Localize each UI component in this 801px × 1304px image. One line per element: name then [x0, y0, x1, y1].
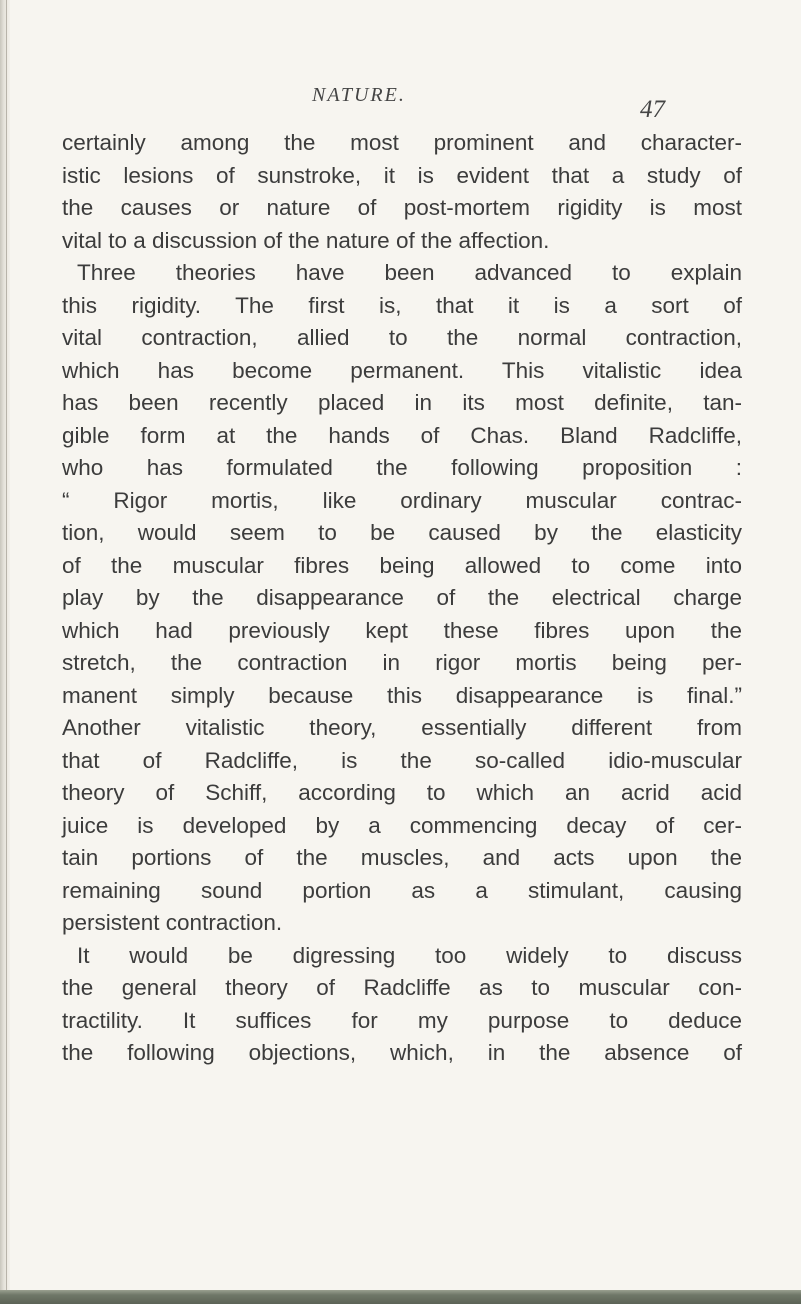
text-line-19: Another vitalistic theory, essentially different from [62, 715, 742, 740]
text-line-27: the general theory of Radcliffe as to muscular con- [62, 975, 742, 1000]
text-line-4: vital to a discussion of the nature of the affection. [62, 227, 550, 253]
text-line-17: stretch, the contraction in rigor mortis being per- [62, 650, 742, 675]
page-number: 47 [640, 96, 665, 123]
body-text [62, 127, 742, 1070]
text-line-12: “ Rigor mortis, like ordinary muscular contrac- [62, 487, 742, 513]
text-line-15: play by the disappearance of the electrical charge [62, 585, 742, 610]
text-line-11: who has formulated the following proposition : [62, 455, 742, 480]
text-line-3: the causes or nature of post-mortem rigidity is most [62, 195, 742, 220]
text-line-10: gible form at the hands of Chas. Bland Radcliffe, [62, 422, 742, 448]
text-line-26: It would be digressing too widely to discuss [77, 942, 742, 968]
text-line-13: tion, would seem to be caused by the elasticity [62, 520, 742, 545]
text-line-24: remaining sound portion as a stimulant, causing [62, 877, 742, 903]
scan-bottom-edge [0, 1290, 801, 1304]
text-line-6: this rigidity. The first is, that it is a sort of [62, 292, 742, 318]
text-line-7: vital contraction, allied to the normal contraction, [62, 325, 742, 350]
text-line-28: tractility. It suffices for my purpose to deduce [62, 1007, 742, 1033]
text-line-20: that of Radcliffe, is the so-called idio-muscular [62, 747, 742, 773]
page-edge-line [6, 0, 7, 1304]
text-line-8: which has become permanent. This vitalistic idea [62, 357, 742, 383]
text-line-23: tain portions of the muscles, and acts upon the [62, 845, 742, 870]
text-line-2: istic lesions of sunstroke, it is evident that a study of [62, 162, 742, 188]
text-line-14: of the muscular fibres being allowed to come into [62, 552, 742, 578]
page-binding-shadow [0, 0, 10, 1304]
text-line-25: persistent contraction. [62, 910, 283, 935]
text-line-21: theory of Schiff, according to which an acrid acid [62, 780, 742, 805]
text-line-16: which had previously kept these fibres upon the [62, 617, 742, 643]
running-header: NATURE. [312, 84, 406, 106]
text-line-1: certainly among the most prominent and character- [62, 130, 742, 155]
text-line-18: manent simply because this disappearance is final.” [62, 682, 742, 708]
text-line-22: juice is developed by a commencing decay of cer- [62, 812, 742, 838]
text-line-5: Three theories have been advanced to explain [77, 260, 742, 285]
text-line-9: has been recently placed in its most definite, tan- [62, 390, 742, 415]
text-line-29: the following objections, which, in the absence of [62, 1040, 742, 1065]
